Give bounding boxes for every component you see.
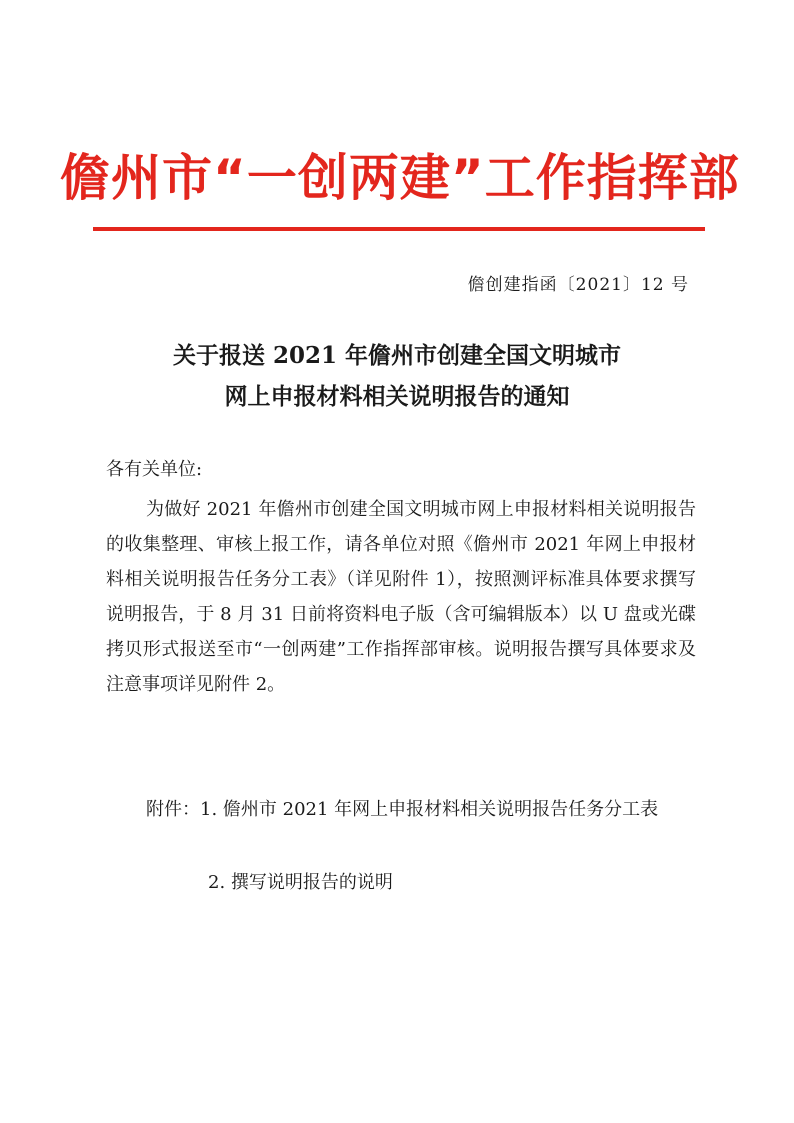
red-divider-rule: [93, 227, 705, 231]
document-title-line-1: 关于报送 2021 年儋州市创建全国文明城市: [172, 342, 622, 369]
salutation: 各有关单位:: [106, 459, 203, 480]
body-paragraph: 为做好 2021 年儋州市创建全国文明城市网上申报材料相关说明报告的收集整理、审核上报工作，请各单位对照《儋州市 2021 年网上申报材料相关说明报告任务分工表》（详见附件 1），按照测评标准具体要求撰写说明报告，于 8 月 31 日前将资料电子版（含可编辑版本）以 U 盘或光碟拷贝形式报送至市“一创两建”工作指挥部审核。说明报告撰写具体要求及注意事项详见附件 2。: [106, 499, 696, 695]
attachment-item-2: 2. 撰写说明报告的说明: [208, 872, 393, 893]
document-number: 儋创建指函〔2021〕12 号: [467, 275, 689, 295]
issuer-heading: 儋州市“一创两建”工作指挥部: [60, 149, 740, 207]
document-title-line-2: 网上申报材料相关说明报告的通知: [224, 383, 570, 410]
attachment-item-1: 附件：1. 儋州市 2021 年网上申报材料相关说明报告任务分工表: [146, 799, 659, 820]
